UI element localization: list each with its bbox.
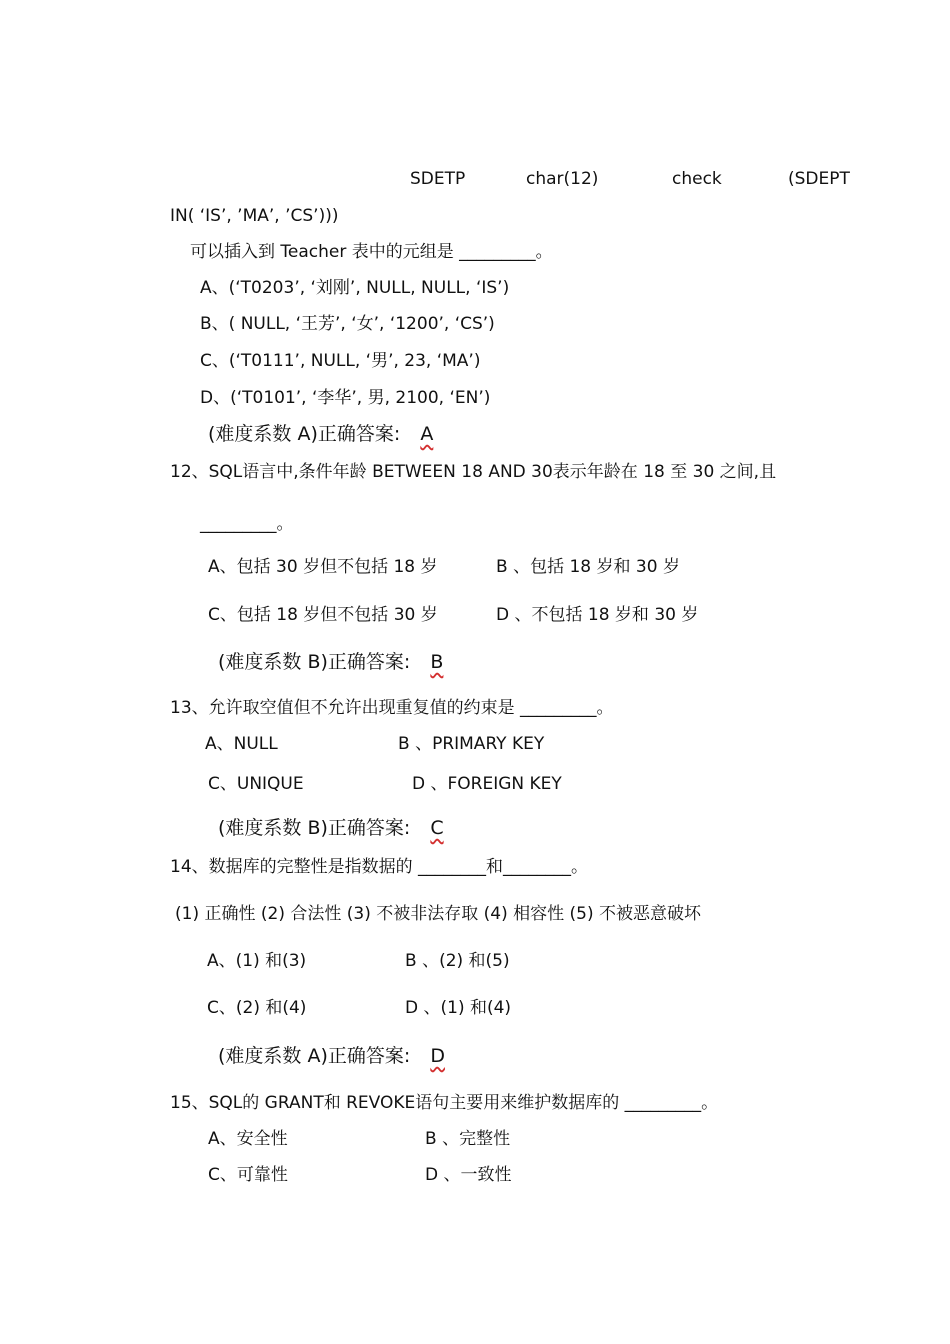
- q15-option-d: D 、一致性: [425, 1165, 512, 1185]
- q11-line2: IN( ‘IS’, ’MA’, ’CS’))): [170, 206, 339, 226]
- q11-difficulty-answer: [208, 423, 433, 445]
- q13-option-b: B 、PRIMARY KEY: [398, 734, 545, 754]
- q14-option-b: B 、(2) 和(5): [405, 951, 510, 971]
- q14-difficulty-label: (难度系数 A)正确答案:: [218, 1045, 411, 1067]
- q12-difficulty-answer: [218, 651, 443, 673]
- q11-line1-col-d: (SDEPT: [788, 169, 850, 189]
- q11-difficulty-label: (难度系数 A)正确答案:: [208, 423, 401, 445]
- q11-option-d: D、(‘T0101’, ‘李华’, 男, 2100, ‘EN’): [200, 388, 491, 408]
- q13-answer: C: [430, 817, 444, 839]
- q13-option-c: C、UNIQUE: [208, 774, 304, 794]
- q14-option-a: A、(1) 和(3): [207, 951, 307, 971]
- q14-difficulty-answer: [218, 1045, 445, 1067]
- q15-option-a: A、安全性: [208, 1129, 288, 1149]
- q11-line1-col-a: SDETP: [410, 169, 466, 189]
- q11-answer: A: [420, 423, 434, 445]
- q12-option-b: B 、包括 18 岁和 30 岁: [496, 557, 680, 577]
- q13-stem: 13、允许取空值但不允许出现重复值的约束是 _________。: [170, 698, 614, 718]
- q15-option-b: B 、完整性: [425, 1129, 511, 1149]
- q11-line1-col-c: check: [672, 169, 722, 189]
- q11-stem: 可以插入到 Teacher 表中的元组是 _________。: [190, 242, 553, 262]
- q14-option-c: C、(2) 和(4): [207, 998, 307, 1018]
- q12-blank: _________。: [200, 514, 294, 534]
- q13-difficulty-answer: [218, 817, 444, 839]
- q12-option-c: C、包括 18 岁但不包括 30 岁: [208, 605, 438, 625]
- q14-option-d: D 、(1) 和(4): [405, 998, 512, 1018]
- q12-option-a: A、包括 30 岁但不包括 18 岁: [208, 557, 438, 577]
- q11-option-a: A、(‘T0203’, ‘刘刚’, NULL, NULL, ‘IS’): [200, 278, 510, 298]
- q15-option-c: C、可靠性: [208, 1165, 288, 1185]
- q13-option-d: D 、FOREIGN KEY: [412, 774, 562, 794]
- q12-difficulty-label: (难度系数 B)正确答案:: [218, 651, 411, 673]
- q15-stem: 15、SQL的 GRANT和 REVOKE语句主要用来维护数据库的 _________。: [170, 1093, 719, 1113]
- q14-choices: (1) 正确性 (2) 合法性 (3) 不被非法存取 (4) 相容性 (5) 不被恶意破坏: [175, 904, 702, 924]
- q11-option-b: B、( NULL, ‘王芳’, ‘女’, ‘1200’, ‘CS’): [200, 314, 495, 334]
- q13-difficulty-label: (难度系数 B)正确答案:: [218, 817, 411, 839]
- q11-line1-col-b: char(12): [526, 169, 599, 189]
- q13-option-a: A、NULL: [205, 734, 278, 754]
- q12-answer: B: [430, 651, 444, 673]
- q14-stem: 14、数据库的完整性是指数据的 ________和________。: [170, 857, 589, 877]
- q11-option-c: C、(‘T0111’, NULL, ‘男’, 23, ‘MA’): [200, 351, 481, 371]
- q12-stem: 12、SQL语言中,条件年龄 BETWEEN 18 AND 30表示年龄在 18 至 30 之间,且: [170, 462, 777, 482]
- q12-option-d: D 、不包括 18 岁和 30 岁: [496, 605, 699, 625]
- q14-answer: D: [430, 1045, 445, 1067]
